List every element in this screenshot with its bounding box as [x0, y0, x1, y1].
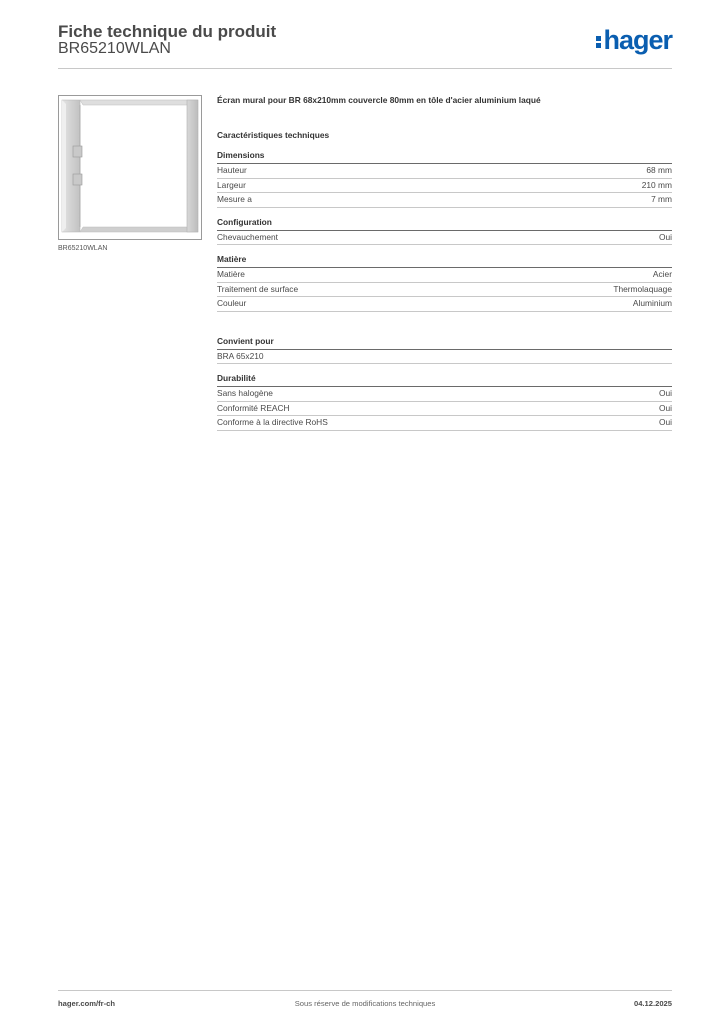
- page-footer: [58, 990, 672, 1021]
- spec-row: [217, 416, 672, 431]
- group-title: Convient pour: [217, 336, 672, 350]
- document-date: 04.12.2025: [633, 999, 672, 1008]
- document-title: Fiche technique du produit: [58, 22, 277, 41]
- spec-label: Conformité REACH: [217, 402, 290, 413]
- spec-row: [217, 179, 672, 194]
- spec-group-material: [217, 254, 672, 312]
- spec-value: Oui: [658, 417, 672, 427]
- page-header: [58, 20, 672, 69]
- spec-row: [217, 268, 672, 283]
- spec-value: 68 mm: [646, 165, 672, 175]
- spec-label: Hauteur: [217, 165, 247, 175]
- spec-value: 210 mm: [641, 179, 672, 190]
- spec-label: Traitement de surface: [217, 283, 299, 294]
- spec-row: [217, 164, 672, 179]
- spec-row: [217, 231, 672, 246]
- hager-logo: [596, 25, 672, 55]
- spec-label: Matière: [217, 269, 245, 279]
- logo-dots-icon: [596, 36, 601, 48]
- spec-group-sustainability: [217, 373, 672, 431]
- image-caption: BR65210WLAN: [58, 245, 108, 252]
- spec-value: Aluminium: [632, 298, 672, 308]
- spec-label: Largeur: [217, 179, 246, 190]
- product-image: [58, 95, 202, 240]
- spec-row: [217, 297, 672, 312]
- spec-row: [217, 283, 672, 298]
- spec-row: [217, 193, 672, 208]
- spec-value: 7 mm: [651, 194, 672, 204]
- spec-label: Chevauchement: [217, 231, 278, 242]
- spec-label: Sans halogène: [217, 388, 273, 398]
- spec-group-configuration: [217, 217, 672, 246]
- spec-value: Acier: [652, 269, 672, 279]
- spec-label: Couleur: [217, 298, 247, 308]
- logo-text: hager: [603, 25, 672, 55]
- group-title: Matière: [217, 254, 672, 268]
- spec-label: Mesure a: [217, 194, 252, 204]
- spec-value: Oui: [658, 388, 672, 398]
- group-title: Dimensions: [217, 150, 672, 164]
- product-reference: BR65210WLAN: [58, 40, 171, 57]
- spec-row: [217, 402, 672, 417]
- website-link[interactable]: hager.com/fr-ch: [58, 999, 115, 1008]
- group-title: Durabilité: [217, 373, 672, 387]
- spec-value: Oui: [658, 402, 672, 413]
- technical-characteristics-heading: Caractéristiques techniques: [217, 130, 330, 140]
- wall-screen-image: [59, 96, 201, 239]
- spec-group-compatible-with: [217, 336, 672, 365]
- group-title: Configuration: [217, 217, 672, 231]
- product-description: Écran mural pour BR 68x210mm couvercle 80mm en tôle d'acier aluminium laqué: [217, 95, 541, 105]
- spec-value: Thermolaquage: [613, 283, 672, 294]
- product-specs: [217, 95, 672, 440]
- spec-row: [217, 387, 672, 402]
- spec-row: [217, 350, 672, 365]
- spec-label: Conforme à la directive RoHS: [217, 417, 328, 427]
- disclaimer: Sous réserve de modifications techniques: [294, 999, 436, 1008]
- spec-group-dimensions: [217, 150, 672, 208]
- spec-value: Oui: [658, 231, 672, 242]
- spec-label: BRA 65x210: [217, 350, 264, 361]
